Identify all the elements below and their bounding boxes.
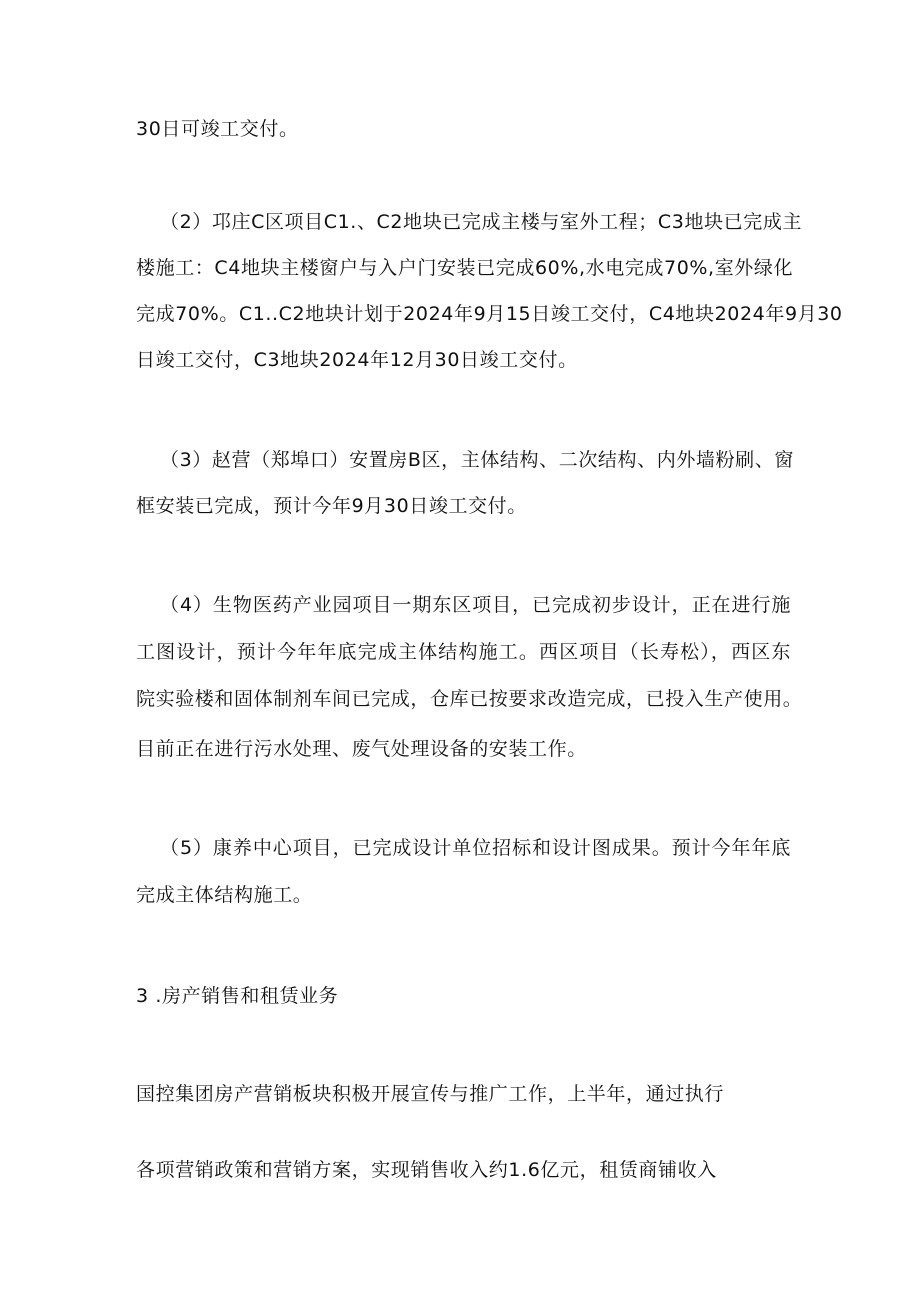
paragraph-line: 完成70%。C1..C2地块计划于2024年9月15日竣工交付，C4地块2024年9月30 — [136, 303, 843, 325]
paragraph-line: 日竣工交付，C3地块2024年12月30日竣工交付。 — [136, 349, 578, 371]
section-heading: 3 .房产销售和租赁业务 — [136, 985, 339, 1007]
paragraph-line: 工图设计，预计今年年底完成主体结构施工。西区项目（长寿松），西区东 — [136, 641, 791, 663]
paragraph-line: （2）邛庄C区项目C1.、C2地块已完成主楼与室外工程；C3地块已完成主 — [160, 211, 803, 233]
paragraph-line: 框安装已完成，预计今年9月30日竣工交付。 — [136, 495, 527, 517]
paragraph-line: 国控集团房产营销板块积极开展宣传与推广工作，上半年，通过执行 — [136, 1083, 725, 1105]
paragraph-line: （4）生物医药产业园项目一期东区项目，已完成初步设计，正在进行施 — [160, 594, 791, 616]
paragraph-line: 楼施工：C4地块主楼窗户与入户门安装已完成60%,水电完成70%,室外绿化 — [136, 257, 794, 279]
paragraph-line: 院实验楼和固体制剂车间已完成，仓库已按要求改造完成，已投入生产使用。 — [136, 688, 803, 710]
paragraph-line: 各项营销政策和营销方案，实现销售收入约1.6亿元，租赁商铺收入 — [136, 1159, 717, 1181]
paragraph-line: （3）赵营（郑埠口）安置房B区，主体结构、二次结构、内外墙粉刷、窗 — [160, 449, 794, 471]
paragraph-line: 30日可竣工交付。 — [136, 118, 299, 140]
paragraph-line: 完成主体结构施工。 — [136, 884, 313, 906]
paragraph-line: 目前正在进行污水处理、废气处理设备的安装工作。 — [136, 738, 587, 760]
paragraph-line: （5）康养中心项目，已完成设计单位招标和设计图成果。预计今年年底 — [160, 837, 791, 859]
